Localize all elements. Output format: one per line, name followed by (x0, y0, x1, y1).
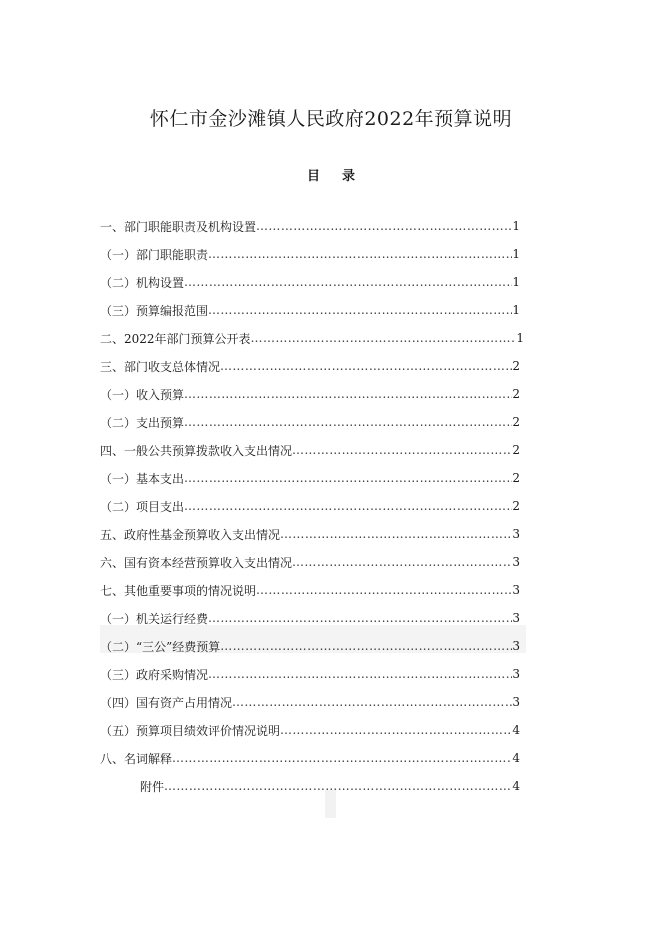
toc-leader-dots (280, 527, 512, 541)
toc-entry-page: 4 (512, 751, 520, 765)
toc-entry[interactable] (100, 716, 520, 744)
toc-entry-page: 3 (512, 527, 520, 541)
toc-entry-text: 二、2022年部门预算公开表 (100, 331, 251, 346)
toc-entry-page: 1 (512, 303, 520, 317)
toc-heading-right: 录 (342, 169, 356, 184)
toc-entry[interactable] (100, 772, 520, 800)
toc-entry-text: （一）基本支出 (100, 471, 185, 486)
toc-entry[interactable] (100, 240, 520, 268)
toc-entry-page: 2 (512, 471, 520, 485)
toc-entry-text: （一）收入预算 (100, 387, 185, 402)
toc-entry-page: 4 (512, 779, 520, 793)
toc-leader-dots (256, 583, 512, 597)
toc-entry[interactable] (100, 408, 520, 436)
toc-entry[interactable] (100, 324, 524, 352)
toc-entry-page: 2 (512, 499, 520, 513)
toc-leader-dots (220, 639, 512, 653)
toc-entry[interactable] (100, 576, 520, 604)
toc-heading-left: 目 (306, 169, 320, 184)
toc-entry-text: 三、部门收支总体情况 (100, 359, 221, 374)
toc-entry-text: 七、其他重要事项的情况说明 (100, 583, 257, 598)
toc-leader-dots (232, 695, 512, 709)
toc-entry-text: （二）“三公”经费预算 (100, 639, 221, 654)
toc-leader-dots (184, 471, 512, 485)
toc-entry[interactable] (100, 632, 520, 660)
table-of-contents (100, 212, 524, 800)
toc-entry-page: 1 (512, 247, 520, 261)
toc-entry-page: 1 (516, 331, 524, 345)
page-fragment (325, 790, 336, 818)
toc-leader-dots (184, 415, 512, 429)
toc-entry-page: 2 (512, 387, 520, 401)
toc-entry-text: （三）政府采购情况 (100, 667, 209, 682)
toc-entry-text: 六、国有资本经营预算收入支出情况 (100, 555, 293, 570)
toc-entry-text: 一、部门职能职责及机构设置 (100, 219, 257, 234)
toc-leader-dots (292, 443, 512, 457)
toc-entry-page: 3 (512, 611, 520, 625)
toc-entry[interactable] (100, 268, 520, 296)
toc-entry[interactable] (100, 464, 520, 492)
toc-entry-text: （一）机关运行经费 (100, 611, 209, 626)
toc-entry-page: 3 (512, 639, 520, 653)
toc-leader-dots (184, 387, 512, 401)
toc-entry-page: 3 (512, 583, 520, 597)
toc-entry-page: 3 (512, 667, 520, 681)
toc-leader-dots (256, 219, 512, 233)
toc-entry-page: 2 (512, 443, 520, 457)
document-title: 怀仁市金沙滩镇人民政府2022年预算说明 (149, 108, 513, 130)
toc-leader-dots (172, 751, 512, 765)
toc-entry[interactable] (100, 744, 520, 772)
toc-entry-page: 1 (512, 219, 520, 233)
toc-entry-page: 4 (512, 723, 520, 737)
toc-leader-dots (208, 247, 512, 261)
toc-entry-text: （二）支出预算 (100, 415, 185, 430)
toc-entry[interactable] (100, 212, 520, 240)
toc-entry[interactable] (100, 688, 520, 716)
toc-leader-dots (184, 499, 512, 513)
toc-entry-text: 八、名词解释 (100, 751, 173, 766)
toc-entry[interactable] (100, 296, 520, 324)
toc-leader-dots (208, 303, 512, 317)
toc-leader-dots (280, 723, 512, 737)
toc-entry[interactable] (100, 436, 520, 464)
toc-entry[interactable] (100, 548, 520, 576)
toc-entry-page: 3 (512, 695, 520, 709)
toc-leader-dots (220, 359, 512, 373)
toc-entry-page: 3 (512, 555, 520, 569)
toc-leader-dots (292, 555, 512, 569)
toc-entry[interactable] (100, 660, 520, 688)
toc-entry-text: 附件 (140, 779, 165, 794)
toc-entry-page: 2 (512, 359, 520, 373)
toc-entry-text: （一）部门职能职责 (100, 247, 209, 262)
toc-entry[interactable] (100, 604, 520, 632)
toc-heading (0, 165, 662, 184)
toc-entry[interactable] (100, 520, 520, 548)
toc-leader-dots (251, 331, 517, 345)
toc-entry-text: （三）预算编报范围 (100, 303, 209, 318)
toc-entry[interactable] (100, 492, 520, 520)
toc-entry-text: （四）国有资产占用情况 (100, 695, 233, 710)
toc-entry-text: （二）项目支出 (100, 499, 185, 514)
toc-entry-text: （二）机构设置 (100, 275, 185, 290)
toc-leader-dots (208, 611, 512, 625)
toc-entry-text: （五）预算项目绩效评价情况说明 (100, 723, 281, 738)
toc-entry-text: 四、一般公共预算拨款收入支出情况 (100, 443, 293, 458)
toc-leader-dots (164, 779, 512, 793)
toc-entry[interactable] (100, 352, 520, 380)
toc-entry-page: 2 (512, 415, 520, 429)
toc-leader-dots (184, 275, 512, 289)
toc-entry-page: 1 (512, 275, 520, 289)
toc-leader-dots (208, 667, 512, 681)
toc-entry[interactable] (100, 380, 520, 408)
toc-entry-text: 五、政府性基金预算收入支出情况 (100, 527, 281, 542)
